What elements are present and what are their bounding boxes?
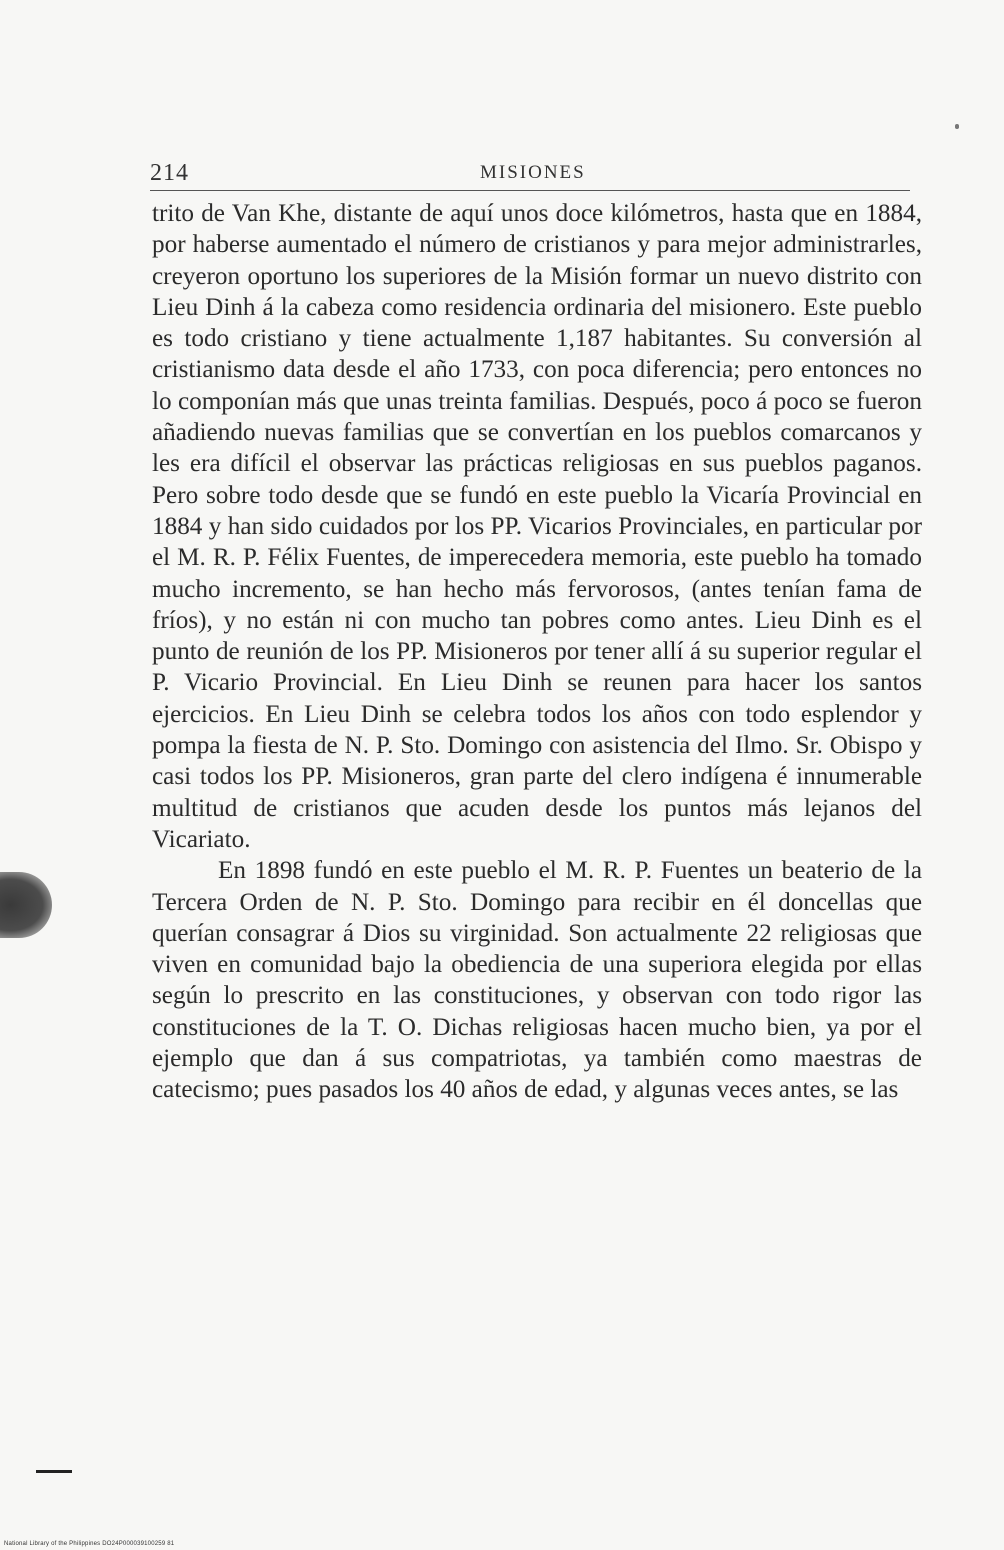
digitization-footer: National Library of the Philippines DO24P000039100259 81	[4, 1541, 175, 1547]
paragraph-1: trito de Van Khe, distante de aquí unos doce kilómetros, hasta que en 1884, por haberse aumentado el número de cristianos y para mejor administrarles, creyeron oportuno los superiores de la Misión formar un nuevo distrito con Lieu Dinh á la cabeza como residencia ordinaria del misionero. Este pueblo es todo cristiano y tiene actualmente 1,187 habitantes. Su conversión al cristianismo data desde el año 1733, con poca diferencia; pero entonces no lo componían más que unas treinta familias. Después, poco á poco se fueron añadiendo nuevas familias que se convertían en los pueblos comarcanos y les era difícil el observar las prácticas religiosas en sus pueblos paganos. Pero sobre todo desde que se fundó en este pueblo la Vicaría Provincial en 1884 y han sido cuidados por los PP. Vicarios Provinciales, en particular por el M. R. P. Félix Fuentes, de imperecedera memoria, este pueblo ha tomado mucho incremento, se han hecho más fervorosos, (antes tenían fama de fríos), y no están ni con mucho tan pobres como antes. Lieu Dinh es el punto de reunión de los PP. Misioneros por tener allí á su superior regular el P. Vicario Provincial. En Lieu Dinh se reunen para hacer los santos ejercicios. En Lieu Dinh se celebra todos los años con todo esplendor y pompa la fiesta de N. P. Sto. Domingo con asistencia del Ilmo. Sr. Obispo y casi todos los PP. Misioneros, gran parte del clero indígena é innumerable multitud de cristianos que acuden desde los puntos más lejanos del Vicariato.	[152, 200, 922, 853]
margin-dash-mark	[36, 1470, 72, 1473]
body-text	[152, 198, 922, 1106]
running-head: MISIONES	[480, 162, 586, 183]
page-header	[150, 156, 910, 191]
page-number: 214	[150, 160, 189, 186]
paragraph-2: En 1898 fundó en este pueblo el M. R. P. Fuentes un beaterio de la Tercera Orden de N. P. Sto. Domingo para recibir en él doncellas que querían consagrar á Dios su virginidad. Son actualmente 22 religiosas que viven en comunidad bajo la obediencia de una superiora elegida por ellas según lo prescrito en las constituciones, y observan con todo rigor las constituciones de la T. O. Dichas religiosas hacen mucho bien, ya por el ejemplo que dan á sus compatriotas, ya también como maestras de catecismo; pues pasados los 40 años de edad, y algunas veces antes, se las	[152, 857, 922, 1104]
scanner-thumb-shadow	[0, 872, 52, 938]
dust-speck	[955, 124, 959, 129]
